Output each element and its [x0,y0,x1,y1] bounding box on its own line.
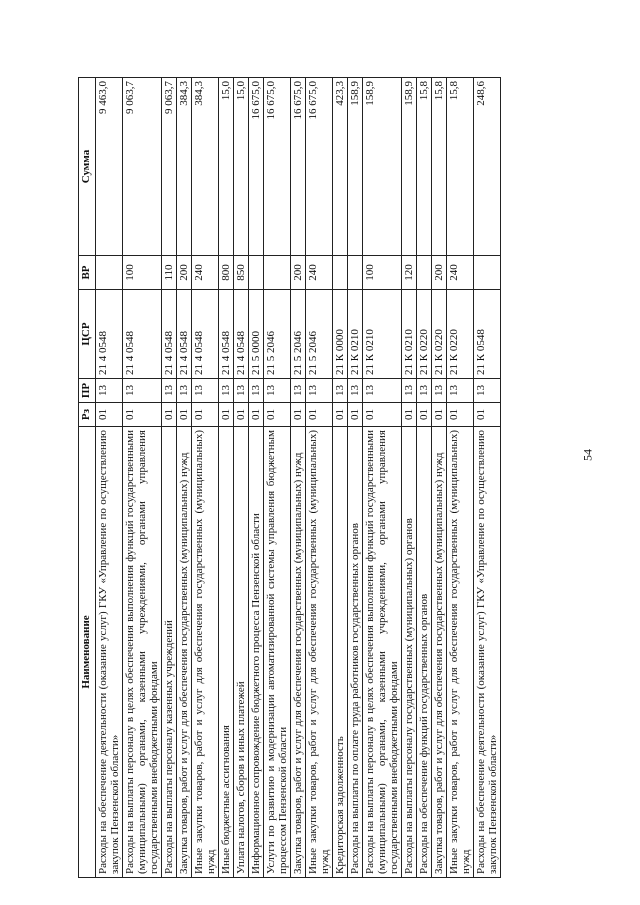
row-pr: 13 [474,379,501,403]
row-pr: 13 [417,379,432,403]
row-csr: 21 5 2046 [306,290,333,379]
row-csr: 21 4 0548 [234,290,249,379]
row-name: Расходы на выплаты персоналу в целях обеспечения выполнения функций государственными (муниципальными) органами, казенными учреждениями, органами управления государственными внебюджетными фондами [363,427,402,878]
table-row [348,78,363,878]
row-vr [264,256,291,290]
row-rz: 01 [162,403,177,427]
row-sum: 384,3 [177,78,192,256]
row-pr: 13 [447,379,474,403]
row-name: Расходы на обеспечение деятельности (оказание услуг) ГКУ «Управление по осуществлению закупок Пензенской области» [474,427,501,878]
row-sum: 384,3 [192,78,219,256]
row-sum: 9 063,7 [162,78,177,256]
row-csr: 21 К 0220 [417,290,432,379]
row-sum: 15,0 [219,78,234,256]
header-vr: ВР [79,256,96,290]
table-row [447,78,474,878]
table-row [291,78,306,878]
row-pr: 13 [192,379,219,403]
row-pr: 13 [306,379,333,403]
row-name: Расходы на выплаты персоналу казенных учреждений [162,427,177,878]
budget-table [78,77,501,878]
row-sum: 423,3 [333,78,348,256]
row-name: Расходы на выплаты персоналу в целях обеспечения выполнения функций государственными (муниципальными) органами, казенными учреждениями, органами управления государственными внебюджетными фондами [123,427,162,878]
table-row [177,78,192,878]
table-row [402,78,417,878]
row-pr: 13 [348,379,363,403]
table-row [219,78,234,878]
row-pr: 13 [249,379,264,403]
row-rz: 01 [447,403,474,427]
row-sum: 158,9 [402,78,417,256]
row-name: Расходы на обеспечение деятельности (оказание услуг) ГКУ «Управление по осуществлению закупок Пензенской области» [96,427,123,878]
table-row [474,78,501,878]
row-rz: 01 [432,403,447,427]
row-sum: 15,0 [234,78,249,256]
row-pr: 13 [333,379,348,403]
row-pr: 13 [363,379,402,403]
row-csr: 21 4 0548 [219,290,234,379]
row-csr: 21 5 2046 [264,290,291,379]
row-vr: 240 [306,256,333,290]
row-csr: 21 5 2046 [291,290,306,379]
row-csr: 21 4 0548 [177,290,192,379]
row-vr: 200 [291,256,306,290]
row-csr: 21 К 0210 [402,290,417,379]
row-csr: 21 К 0000 [333,290,348,379]
row-name: Иные закупки товаров, работ и услуг для обеспечения государственных (муниципальных) нужд [447,427,474,878]
row-vr: 200 [432,256,447,290]
row-rz: 01 [249,403,264,427]
row-sum: 16 675,0 [264,78,291,256]
row-name: Уплата налогов, сборов и иных платежей [234,427,249,878]
row-name: Услуги по развитию и модернизации автоматизированной системы управления бюджетным процессом Пензенской области [264,427,291,878]
row-vr: 110 [162,256,177,290]
row-rz: 01 [219,403,234,427]
table-row [363,78,402,878]
row-vr [333,256,348,290]
row-csr: 21 4 0548 [162,290,177,379]
row-csr: 21 4 0548 [96,290,123,379]
row-pr: 13 [96,379,123,403]
rotated-table-container [78,78,528,878]
row-rz: 01 [417,403,432,427]
row-name: Расходы на обеспечение функций государственных органов [417,427,432,878]
page-number: 54 [580,449,595,461]
row-rz: 01 [333,403,348,427]
row-vr: 850 [234,256,249,290]
header-sum: Сумма [79,78,96,256]
table-row [306,78,333,878]
table-header-row [79,78,96,878]
row-rz: 01 [291,403,306,427]
table-row [123,78,162,878]
row-name: Закупка товаров, работ и услуг для обеспечения государственных (муниципальных) нужд [432,427,447,878]
row-rz: 01 [192,403,219,427]
row-vr: 120 [402,256,417,290]
row-vr: 240 [447,256,474,290]
table-row [264,78,291,878]
row-name: Расходы на выплаты персоналу государственных (муниципальных) органов [402,427,417,878]
row-csr: 21 К 0210 [363,290,402,379]
row-pr: 13 [402,379,417,403]
row-sum: 9 063,7 [123,78,162,256]
row-sum: 16 675,0 [306,78,333,256]
row-pr: 13 [432,379,447,403]
row-vr: 800 [219,256,234,290]
row-vr [96,256,123,290]
row-rz: 01 [402,403,417,427]
table-row [234,78,249,878]
row-name: Иные бюджетные ассигнования [219,427,234,878]
row-sum: 16 675,0 [249,78,264,256]
header-rz: Рз [79,403,96,427]
row-rz: 01 [348,403,363,427]
row-pr: 13 [291,379,306,403]
row-name: Расходы на выплаты по оплате труда работников государственных органов [348,427,363,878]
row-vr: 100 [123,256,162,290]
row-vr [249,256,264,290]
row-csr: 21 К 0220 [432,290,447,379]
table-row [162,78,177,878]
row-vr [348,256,363,290]
row-vr: 240 [192,256,219,290]
row-name: Кредиторская задолженность [333,427,348,878]
row-csr: 21 5 0000 [249,290,264,379]
row-vr [474,256,501,290]
table-row [417,78,432,878]
row-rz: 01 [363,403,402,427]
row-name: Иные закупки товаров, работ и услуг для обеспечения государственных (муниципальных) нужд [192,427,219,878]
row-pr: 13 [234,379,249,403]
row-sum: 158,9 [348,78,363,256]
row-csr: 21 К 0210 [348,290,363,379]
header-pr: ПР [79,379,96,403]
row-rz: 01 [177,403,192,427]
table-row [192,78,219,878]
row-vr: 100 [363,256,402,290]
row-csr: 21 К 0548 [474,290,501,379]
table-row [333,78,348,878]
row-csr: 21 К 0220 [447,290,474,379]
table-row [96,78,123,878]
row-csr: 21 4 0548 [123,290,162,379]
row-sum: 158,9 [363,78,402,256]
row-vr: 200 [177,256,192,290]
row-name: Закупка товаров, работ и услуг для обеспечения государственных (муниципальных) нужд [291,427,306,878]
row-name: Информационное сопровождение бюджетного процесса Пензенской области [249,427,264,878]
row-name: Иные закупки товаров, работ и услуг для обеспечения государственных (муниципальных) нужд [306,427,333,878]
row-rz: 01 [306,403,333,427]
row-rz: 01 [96,403,123,427]
row-sum: 15,8 [417,78,432,256]
row-sum: 16 675,0 [291,78,306,256]
header-name: Наименование [79,427,96,878]
row-name: Закупка товаров, работ и услуг для обеспечения государственных (муниципальных) нужд [177,427,192,878]
row-vr [417,256,432,290]
row-pr: 13 [162,379,177,403]
header-csr: ЦСР [79,290,96,379]
row-sum: 15,8 [432,78,447,256]
row-pr: 13 [264,379,291,403]
row-sum: 15,8 [447,78,474,256]
row-rz: 01 [264,403,291,427]
row-rz: 01 [234,403,249,427]
row-pr: 13 [219,379,234,403]
table-row [249,78,264,878]
row-sum: 9 463,0 [96,78,123,256]
row-pr: 13 [177,379,192,403]
row-csr: 21 4 0548 [192,290,219,379]
row-rz: 01 [123,403,162,427]
table-row [432,78,447,878]
row-pr: 13 [123,379,162,403]
row-rz: 01 [474,403,501,427]
row-sum: 248,6 [474,78,501,256]
